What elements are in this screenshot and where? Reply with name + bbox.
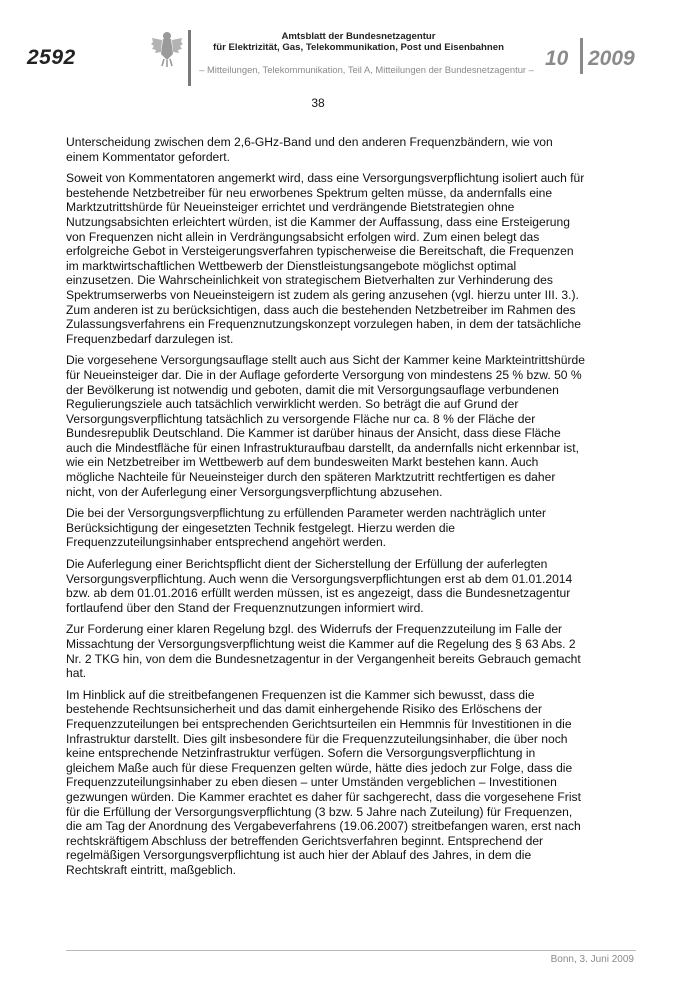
- gazette-title: [196, 31, 521, 53]
- footer-rule: [66, 950, 636, 951]
- paragraph: Die vorgesehene Versorgungsauflage stellt auch aus Sicht der Kammer keine Markteintrittshürde für Neueinsteiger dar. Die in der Auflage geforderte Versorgung von mindestens 25 % bzw. 50 % der Bevölkerung ist notwendig und geboten, damit die mit Versorgungsauflage verbundenen Regulierungsziele auch tatsächlich verwirklicht werden. So beträgt die auf Grund der Versorgungsverpflichtung tatsächlich zu versorgende Fläche nur ca. 8 % der Fläche der Bundesrepublik Deutschland. Die Kammer ist darüber hinaus der Ansicht, dass diese Fläche auch die Mindestfläche für einen Infrastrukturaufbau darstellt, da andernfalls nicht erkennbar ist, wie ein Netzbetreiber im Wettbewerb auf dem bundesweiten Markt bestehen kann. Auch mögliche Nachteile für Neueinsteiger durch den späteren Marktzutritt rechtfertigen es daher nicht, von der Auferlegung einer Versorgungsverpflichtung abzusehen.: [66, 353, 585, 499]
- paragraph: Soweit von Kommentatoren angemerkt wird, dass eine Versorgungsverpflichtung isoliert auch für bestehende Netzbetreiber für neu erworbenes Spektrum gelten müsse, da andernfalls eine Marktzutrittshürde für Neueinsteiger errichtet und verdrängende Bietstrategien ohne Nutzungsabsichten erleichtert würden, ist die Kammer der Auffassung, dass eine Ersteigerung von Frequenzen nicht allein in Verdrängungsabsicht erfolgen wird. Zum einen belegt das erfolgreiche Gebot in Versteigerungsverfahren typischerweise die Bereitschaft, die Frequenzen im marktwirtschaftlichen Wettbewerb der Dienstleistungsangebote möglichst optimal einzusetzen. Die Wahrscheinlichkeit von strategischem Bietverhalten zur Verhinderung des Spektrumserwerbs von Neueinsteigern ist zudem als gering anzusehen (vgl. hierzu unter III. 3.). Zum anderen ist zu berücksichtigen, dass auch die bestehenden Netzbetreiber im Rahmen des Zulassungsverfahrens ein Frequenznutzungskonzept vorzulegen haben, in dem der tatsächliche Frequenzbedarf darzulegen ist.: [66, 171, 585, 346]
- footer-place-date: Bonn, 3. Juni 2009: [550, 954, 634, 965]
- paragraph: Zur Forderung einer klaren Regelung bzgl. des Widerrufs der Frequenzzuteilung im Falle der Missachtung der Versorgungsverpflichtung weist die Kammer auf die Regelung des § 63 Abs. 2 Nr. 2 TKG hin, von dem die Bundesnetzagentur in der Vergangenheit bereits Gebrauch gemacht hat.: [66, 622, 581, 681]
- paragraph: Unterscheidung zwischen dem 2,6-GHz-Band und den anderen Frequenzbändern, wie von einem Kommentator gefordert.: [66, 135, 553, 164]
- issue-number: 10: [545, 47, 569, 70]
- gazette-title-line2: für Elektrizität, Gas, Telekommunikation, Post und Eisenbahnen: [213, 42, 504, 53]
- gazette-subtitle: – Mitteilungen, Telekommunikation, Teil A, Mitteilungen der Bundesnetzagentur –: [199, 64, 534, 75]
- gazette-title-line1: Amtsblatt der Bundesnetzagentur: [281, 31, 436, 42]
- paragraph: Im Hinblick auf die streitbefangenen Frequenzen ist die Kammer sich bewusst, dass die bestehende Rechtsunsicherheit und das damit einhergehende Risiko des Erlöschens der Frequenzzuteilungen bei entsprechenden Gerichtsurteilen ein Hemmnis für Investitionen in die Infrastruktur darstellt. Dies gilt insbesondere für die Frequenzzuteilungsinhaber, die über noch keine entsprechende Netzinfrastruktur verfügen. Sofern die Versorgungsverpflichtung in gleichem Maße auch für diese Frequenzen gelten würde, hätte dies jedoch zur Folge, dass die Frequenzzuteilungsinhaber zu eben diesen – unter Umständen vergeblichen – Investitionen gezwungen würden. Die Kammer erachtet es daher für sachgerecht, dass die vorgesehene Frist für die Erfüllung der Versorgungsverpflichtung (3 bzw. 5 Jahre nach Zuteilung) für Frequenzen, die am Tag der Anordnung des Vergabeverfahrens (19.06.2007) streitbefangen waren, erst nach rechtskräftigem Abschluss der betreffenden Gerichtsverfahren beginnt. Entsprechend der regelmäßigen Versorgungsverpflichtung ist auch hier der Ablauf des Jahres, in dem die Rechtskraft eintritt, maßgeblich.: [66, 687, 581, 877]
- body-text: [66, 135, 586, 885]
- paragraph: Die Auferlegung einer Berichtspflicht dient der Sicherstellung der Erfüllung der auferlegten Versorgungsverpflichtung. Auch wenn die Versorgungsverpflichtungen erst ab dem 01.01.2014 bzw. ab dem 01.01.2016 erfüllt werden müssen, ist es angezeigt, dass die Bundesnetzagentur fortlaufend über den Stand der Frequenznutzungen informiert wird.: [66, 557, 573, 615]
- federal-eagle-icon: [150, 30, 184, 68]
- paragraph: Die bei der Versorgungsverpflichtung zu erfüllenden Parameter werden nachträglich unter Berücksichtigung der eingesetzten Technik festgelegt. Hierzu werden die Frequenzzuteilungsinhaber entsprechend angehört werden.: [66, 506, 546, 550]
- issue-divider: [580, 38, 583, 74]
- issue-year: 2009: [588, 47, 635, 70]
- folio-number: 38: [311, 96, 325, 110]
- header-divider: [188, 30, 191, 86]
- page-number: 2592: [27, 46, 76, 69]
